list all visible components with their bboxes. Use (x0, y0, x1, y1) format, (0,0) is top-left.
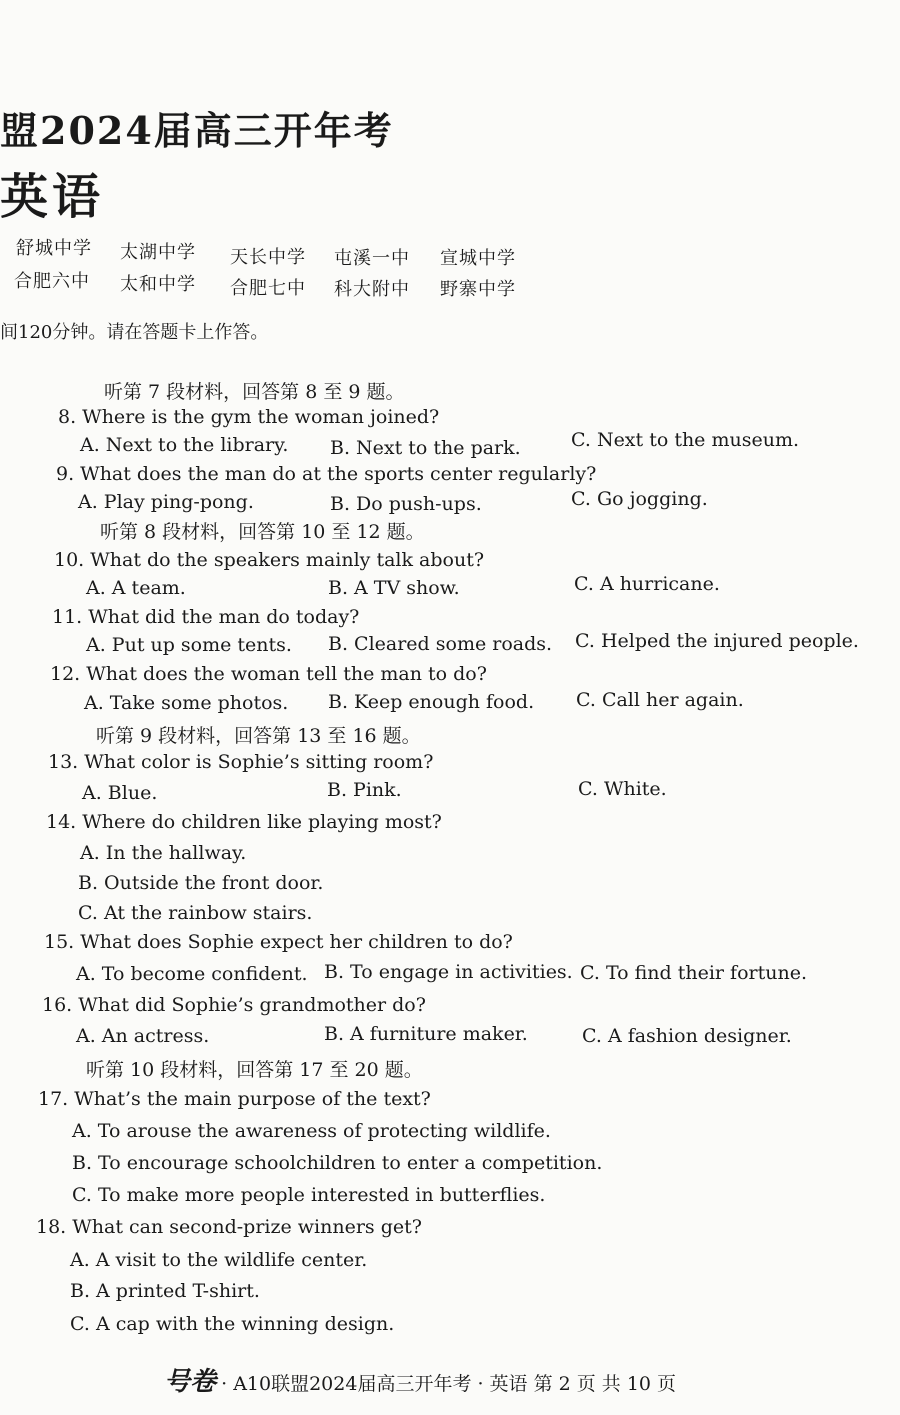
section-heading: 听第 10 段材料，回答第 17 至 20 题。 (86, 1059, 423, 1081)
option-a: A. To arouse the awareness of protecting wildlife. (72, 1120, 551, 1142)
option-b: B. Do push-ups. (330, 493, 482, 515)
option-a: A. An actress. (76, 1025, 210, 1047)
question-stem: 8. Where is the gym the woman joined? (58, 406, 440, 428)
school-name: 合肥七中 (230, 278, 306, 299)
question-stem: 11. What did the man do today? (52, 606, 360, 628)
option-b: B. A furniture maker. (324, 1023, 528, 1045)
school-name: 太湖中学 (120, 242, 196, 263)
option-a: A. Put up some tents. (86, 634, 292, 656)
option-b: B. To engage in activities. (324, 961, 573, 983)
section-heading: 听第 8 段材料，回答第 10 至 12 题。 (100, 521, 425, 543)
school-name: 科大附中 (334, 279, 410, 300)
question-stem: 15. What does Sophie expect her children to do? (44, 931, 513, 953)
option-a: A. A team. (86, 577, 186, 599)
option-b: B. Next to the park. (330, 437, 521, 459)
option-a: A. Take some photos. (84, 692, 289, 714)
option-c: C. Go jogging. (571, 488, 708, 510)
option-b: B. To encourage schoolchildren to enter a competition. (72, 1152, 603, 1174)
option-c: C. At the rainbow stairs. (78, 902, 313, 924)
footer-page-info: · A10联盟2024届高三开年考 · 英语 第 2 页 共 10 页 (221, 1373, 677, 1395)
section-heading: 听第 9 段材料，回答第 13 至 16 题。 (96, 725, 421, 747)
option-a: A. A visit to the wildlife center. (70, 1249, 368, 1271)
option-a: A. Next to the library. (80, 434, 289, 456)
footer (164, 1361, 676, 1398)
subject-title: 英语 (0, 169, 105, 225)
school-name: 合肥六中 (14, 271, 90, 292)
option-c: C. Call her again. (576, 689, 744, 711)
question-stem: 17. What’s the main purpose of the text? (38, 1088, 431, 1110)
option-b: B. Cleared some roads. (328, 633, 553, 655)
option-c: C. To make more people interested in butterflies. (72, 1184, 546, 1206)
question-stem: 12. What does the woman tell the man to do? (50, 663, 487, 685)
question-stem: 16. What did Sophie’s grandmother do? (42, 994, 426, 1016)
question-stem: 10. What do the speakers mainly talk about? (54, 549, 485, 571)
option-b: B. Keep enough food. (328, 691, 535, 713)
school-name: 宣城中学 (440, 248, 516, 269)
section-heading: 听第 7 段材料，回答第 8 至 9 题。 (104, 381, 405, 403)
exam-title: 盟2024届高三开年考 (0, 108, 394, 153)
option-b: B. Outside the front door. (78, 872, 324, 894)
option-b: B. Pink. (327, 779, 402, 801)
option-c: C. Helped the injured people. (575, 630, 859, 652)
school-name: 太和中学 (120, 274, 196, 295)
option-c: C. To find their fortune. (580, 962, 807, 984)
school-name: 野寨中学 (440, 279, 516, 300)
option-a: A. In the hallway. (80, 842, 247, 864)
option-c: C. A hurricane. (574, 573, 720, 595)
option-a: A. Play ping-pong. (78, 491, 254, 513)
option-b: B. A printed T-shirt. (70, 1280, 260, 1302)
option-c: C. A fashion designer. (582, 1025, 792, 1047)
option-c: C. White. (578, 778, 667, 800)
question-stem: 18. What can second-prize winners get? (36, 1216, 422, 1238)
time-note: 间120分钟。请在答题卡上作答。 (0, 322, 269, 343)
option-c: C. Next to the museum. (571, 429, 800, 451)
option-c: C. A cap with the winning design. (70, 1313, 395, 1335)
question-stem: 13. What color is Sophie’s sitting room? (48, 751, 434, 773)
school-name: 天长中学 (230, 247, 306, 268)
logo: 号卷 (164, 1367, 217, 1397)
school-name: 舒城中学 (16, 238, 92, 259)
question-stem: 9. What does the man do at the sports center regularly? (56, 463, 597, 485)
school-name: 屯溪一中 (334, 248, 410, 269)
option-a: A. To become confident. (76, 963, 308, 985)
option-a: A. Blue. (82, 782, 158, 804)
question-stem: 14. Where do children like playing most? (46, 811, 442, 833)
option-b: B. A TV show. (328, 577, 460, 599)
